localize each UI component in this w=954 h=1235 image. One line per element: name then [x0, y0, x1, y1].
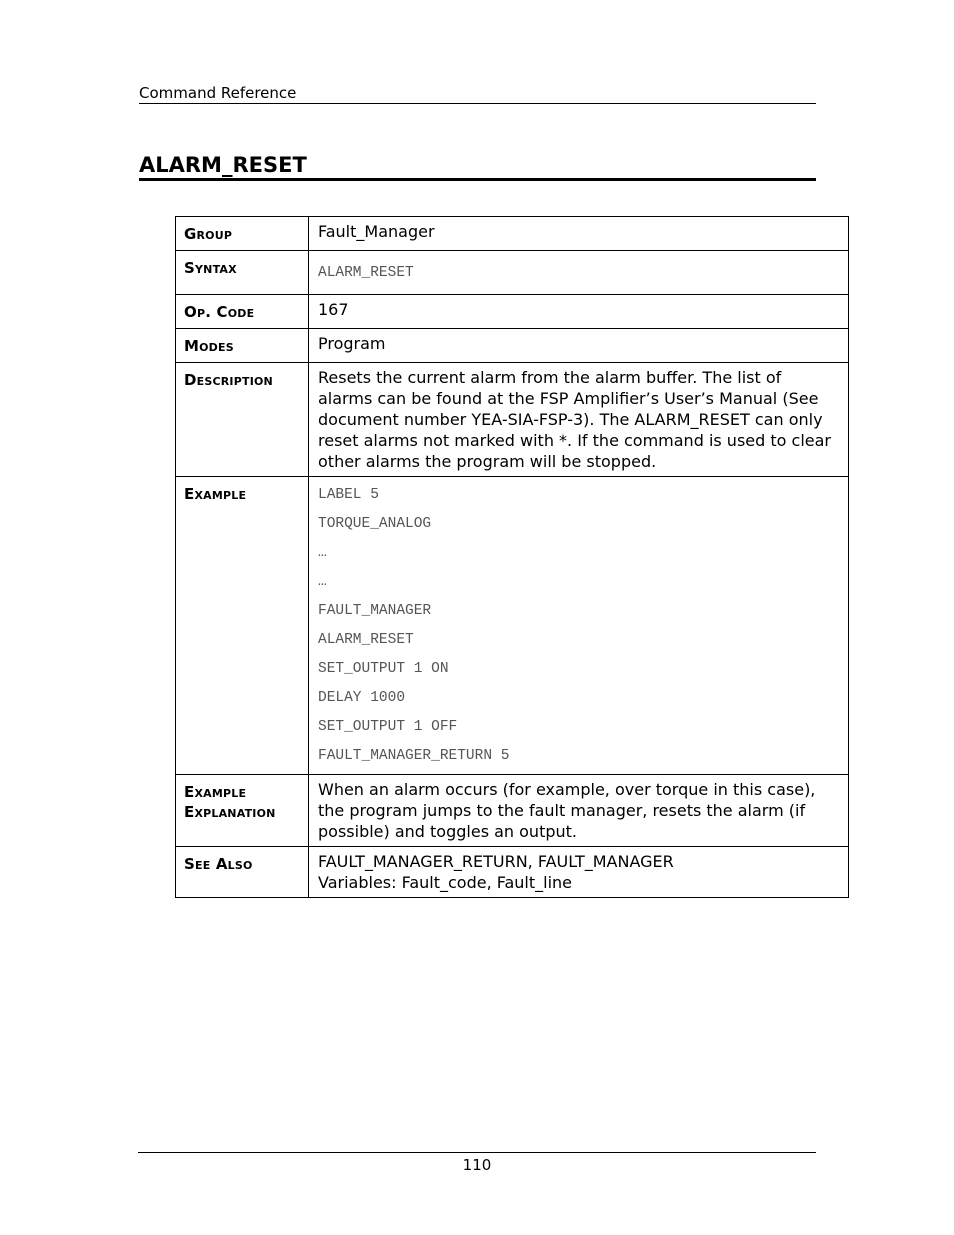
code-line: LABEL 5 [318, 487, 379, 503]
modes-label: Modes [176, 329, 309, 363]
example-code [309, 477, 849, 775]
table-row-syntax [176, 251, 849, 295]
description-value: Resets the current alarm from the alarm buffer. The list of alarms can be found at the FSP Amplifier’s User’s Manual (See document number YEA-SIA-FSP-3). The ALARM_RESET can only reset alarms not marked with *. If the command is used to clear other alarms the program will be stopped. [309, 363, 849, 477]
description-label: Description [176, 363, 309, 477]
syntax-cell [309, 251, 849, 295]
syntax-label: Syntax [176, 251, 309, 295]
code-line: FAULT_MANAGER [318, 603, 432, 619]
code-line: … [318, 574, 327, 590]
example-explanation-label-line1: Example [184, 783, 247, 801]
table-row-example-explanation [176, 775, 849, 847]
code-line: DELAY 1000 [318, 690, 406, 706]
example-explanation-label [176, 775, 309, 847]
see-also-value [309, 847, 849, 898]
table-row-modes [176, 329, 849, 363]
code-line: … [318, 545, 327, 561]
opcode-value: 167 [309, 295, 849, 329]
group-label: Group [176, 217, 309, 251]
table-row-see-also [176, 847, 849, 898]
code-line: FAULT_MANAGER_RETURN 5 [318, 748, 510, 764]
see-also-line2: Variables: Fault_code, Fault_line [318, 873, 573, 892]
modes-value: Program [309, 329, 849, 363]
opcode-label: Op. Code [176, 295, 309, 329]
running-header: Command Reference [139, 84, 816, 104]
command-table [175, 216, 849, 898]
example-explanation-label-line2: Explanation [184, 803, 276, 821]
page-number: 110 [462, 1156, 492, 1174]
code-line: TORQUE_ANALOG [318, 516, 432, 532]
table-row-group [176, 217, 849, 251]
code-line: SET_OUTPUT 1 OFF [318, 719, 458, 735]
page-title: ALARM_RESET [139, 152, 816, 181]
example-explanation-value: When an alarm occurs (for example, over torque in this case), the program jumps to the fault manager, resets the alarm (if possible) and toggles an output. [309, 775, 849, 847]
table-row-opcode [176, 295, 849, 329]
example-label: Example [176, 477, 309, 775]
group-value: Fault_Manager [309, 217, 849, 251]
table-row-example [176, 477, 849, 775]
see-also-label: See Also [176, 847, 309, 898]
table-row-description [176, 363, 849, 477]
footer-divider [138, 1152, 816, 1153]
code-line: ALARM_RESET [318, 632, 414, 648]
code-line: SET_OUTPUT 1 ON [318, 661, 449, 677]
see-also-line1: FAULT_MANAGER_RETURN, FAULT_MANAGER [318, 852, 674, 871]
syntax-value: ALARM_RESET [318, 265, 414, 281]
